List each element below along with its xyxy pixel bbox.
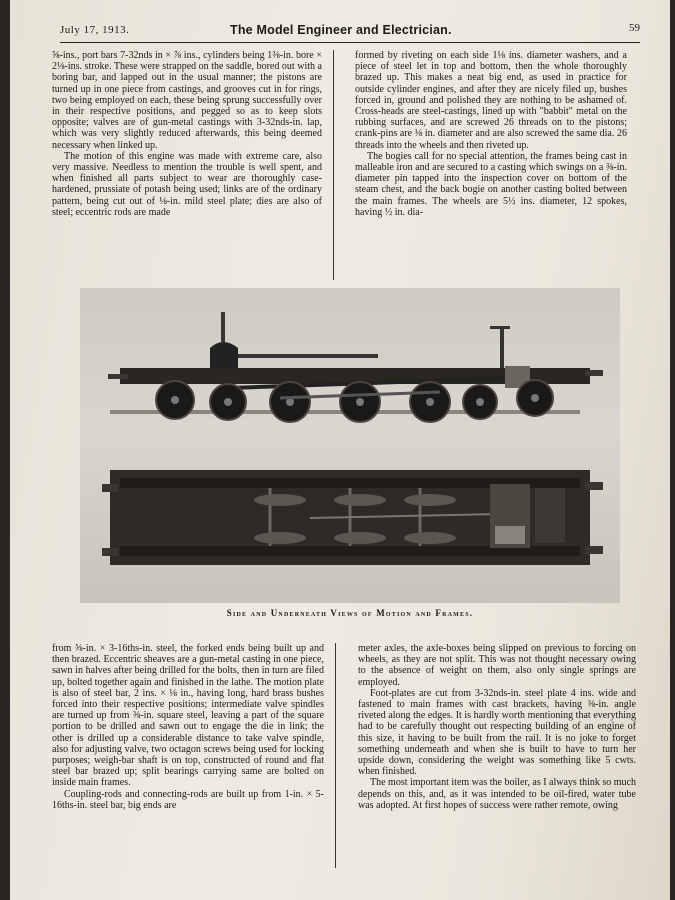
- paragraph: The motion of this engine was made with extreme care, also very massive. Needless to mention the trouble is well spent, and when finished all parts subject to wear are thoroughly case-hardened, prussiate of potash being used; links are of the ordinary pattern, being cut out of ⅛-in. mild steel plate; dies are also of steel; eccentric rods are made: [52, 150, 322, 218]
- paragraph: ⅝-ins., port bars 7-32nds in × ⅞ ins., cylinders being 1⅜-in. bore × 2⅛-ins. stroke. These were strapped on the saddle, bored out with a boring bar, and lapped out in the usual manner; the pistons are turned up in one piece from castings, and grooves cut in for rings, two being employed on each, these being sprung successfully over in their respective positions, and pegged so as to keep slots opposite; valves are of gun-metal castings with 3-32nds-in. lap, which was very slightly reduced afterwards, this being deemed necessary when linked up.: [52, 50, 322, 151]
- column-divider: [333, 50, 334, 280]
- paragraph: Foot-plates are cut from 3-32nds-in. steel plate 4 ins. wide and fastened to main frames with cast brackets, having ⅜-in. angle riveted along the edges. It is hardly worth mentioning that everything had to be carefully thought out respecting building of an engine of this size, it having to be built from the rail. It is no joke to forget something underneath and when she is built to have to turn her upside down, considering the weight was something like 5 cwts. when finished.: [358, 687, 636, 778]
- figure-caption: Side and Underneath Views of Motion and Frames.: [226, 608, 474, 618]
- upper-right-column: [355, 50, 627, 218]
- paragraph: from ⅝-in. × 3-16ths-in. steel, the forked ends being built up and then brazed. Eccentric sheaves are a gun-metal casting in one piece, sawn in halves after being drilled for the bolts, then in turn are filed up, bolted together again and finished in the lathe. The motion plate is also of steel bar, 2 ins. × ⅛ in., having long, hard brass bushes forced into their respective positions; intermediate valve spindles are turned up from ⅜-in. square steel, leaving a part of the square portion to be drilled and sawn out to engage the die in link; the other is drilled up a considerable distance to take valve spindle, also for adjusting valve, two octagon screws being used for locking purposes; weigh-bar shaft is on top, constructed of round and flat steel bar brazed up; split bearings carrying same are bolted on inside main frames.: [52, 643, 324, 789]
- issue-date: July 17, 1913.: [60, 24, 130, 36]
- underneath-view-photo: [102, 470, 603, 565]
- running-header: [60, 22, 640, 43]
- magazine-page: [10, 0, 670, 900]
- column-divider: [335, 643, 336, 868]
- locomotive-chassis-illustration: [80, 288, 620, 603]
- paragraph: meter axles, the axle-boxes being slipped on previous to forcing on wheels, as they are not split. This was not thought necessary owing to the absence of weight on them, also only single springs are employed.: [358, 643, 636, 688]
- page-number: 59: [629, 22, 640, 34]
- paragraph: The most important item was the boiler, as I always think so much depends on this, and, as it was intended to be oil-fired, water tube was adopted. At first hopes of success were rather remote, owing: [358, 777, 636, 811]
- paragraph: The bogies call for no special attention, the frames being cast in malleable iron and are secured to a casting which swings on a ⅜-in. diameter pin tapped into the inspection cover on bottom of the steam chest, and the back bogie on another casting bolted between the main frames. The wheels are 5½ ins. diameter, 12 spokes, having ½ in. dia-: [355, 150, 627, 218]
- journal-title: The Model Engineer and Electrician.: [230, 23, 452, 37]
- paragraph: Coupling-rods and connecting-rods are built up from 1-in. × 5-16ths-in. steel bar, big ends are: [52, 788, 324, 811]
- chassis-photographs: [80, 288, 620, 603]
- lower-left-column: [52, 643, 324, 811]
- upper-left-column: [52, 50, 322, 218]
- paragraph: formed by riveting on each side 1⅛ ins. diameter washers, and a piece of steel let in top and bottom, then the whole thoroughly brazed up. This makes a neat big end, as used in practice for outside cylinder engines, and after they are nicely filed up, bushes forced in, ground and polished they are nothing to be ashamed of. Cross-heads are steel-castings, lined up with "babbit" metal on the rubbing surfaces, and are screwed 26 threads on to the pistons; crank-pins are ⅛ in. diameter and are also screwed the same dia. 26 threads into the wheels and then riveted up.: [355, 50, 627, 151]
- lower-right-column: [358, 643, 636, 811]
